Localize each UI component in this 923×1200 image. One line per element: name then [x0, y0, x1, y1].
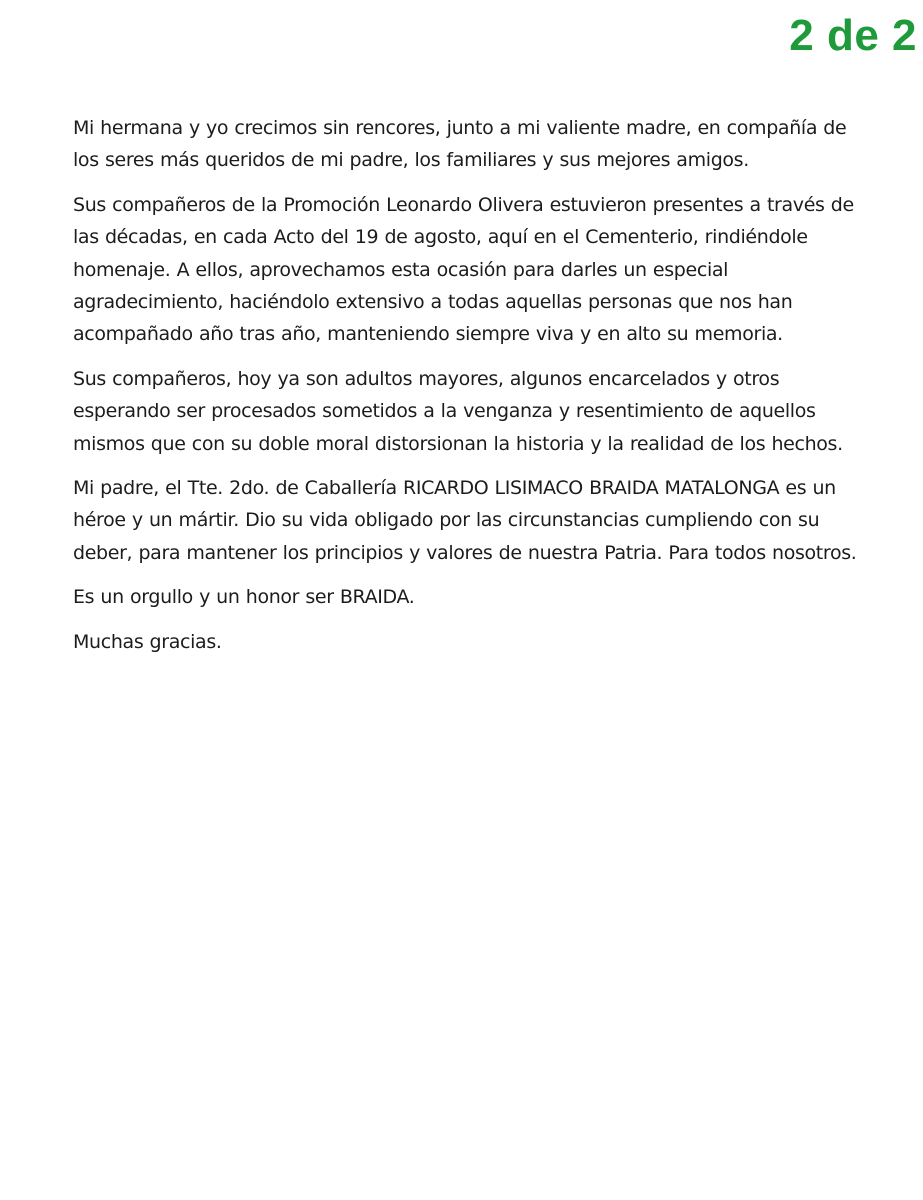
page-indicator: 2 de 2: [789, 11, 917, 60]
paragraph-promotion-tribute: Sus compañeros de la Promoción Leonardo Olivera estuvieron presentes a través de las décadas, en cada Acto del 19 de agosto, aquí en el Cementerio, rindiéndole homenaje. A ellos, aprovechamos esta ocasión para darles un especial agradecimiento, haciéndolo extensivo a todas aquellas personas que nos han acompañado año tras año, manteniendo siempre viva y en alto su memoria.: [73, 193, 854, 346]
paragraph-father: Mi padre, el Tte. 2do. de Caballería RICARDO LISIMACO BRAIDA MATALONGA es un héroe y un mártir. Dio su vida obligado por las circunstancias cumpliendo con su deber, para mantener los principios y valores de nuestra Patria. Para todos nosotros.: [73, 477, 857, 564]
paragraph-comrades: Sus compañeros, hoy ya son adultos mayores, algunos encarcelados y otros esperando ser procesados sometidos a la venganza y resentimiento de aquellos mismos que con su doble moral distorsionan la historia y la realidad de los hechos.: [73, 367, 843, 455]
paragraph-thanks: Muchas gracias.: [73, 630, 222, 653]
document-body: [73, 112, 873, 670]
paragraph-family: Mi hermana y yo crecimos sin rencores, junto a mi valiente madre, en compañía de los seres más queridos de mi padre, los familiares y sus mejores amigos.: [73, 117, 847, 172]
paragraph-pride: Es un orgullo y un honor ser BRAIDA.: [73, 586, 415, 609]
